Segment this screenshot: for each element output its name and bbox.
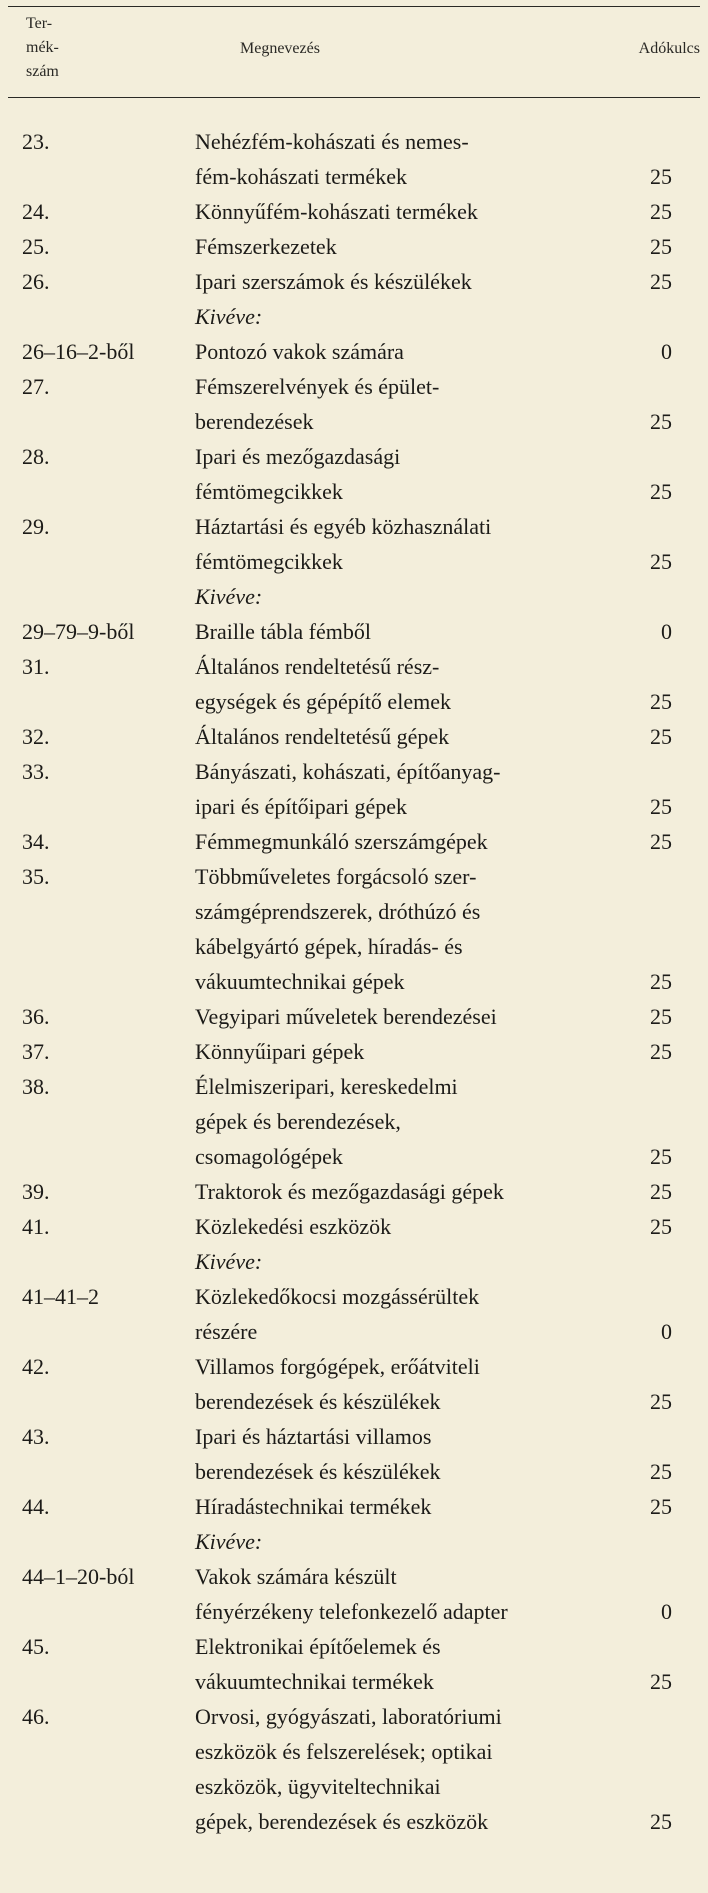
tax-rate: 25 xyxy=(650,234,672,259)
product-number: 35. xyxy=(22,864,50,889)
tax-rate: 25 xyxy=(650,1004,672,1029)
product-name-line: Kivéve: xyxy=(195,1529,263,1554)
product-number: 34. xyxy=(22,829,50,854)
product-name xyxy=(195,1174,625,1209)
product-name-line: Ipari és háztartási villamos xyxy=(195,1424,432,1449)
tax-rate: 25 xyxy=(650,794,672,819)
tax-rate: 25 xyxy=(650,1809,672,1834)
table-row xyxy=(0,1034,708,1069)
product-name-line: Könnyűfém-kohászati termékek xyxy=(195,199,478,224)
product-number: 32. xyxy=(22,724,50,749)
product-name-line: számgéprendszerek, dróthúzó és xyxy=(195,899,481,924)
tax-rate: 0 xyxy=(661,339,672,364)
product-name xyxy=(195,859,625,999)
table-row xyxy=(0,1629,708,1699)
header-name: Megnevezés xyxy=(240,40,320,57)
table-row xyxy=(0,509,708,579)
product-name xyxy=(195,1034,625,1069)
table-row xyxy=(0,1209,708,1244)
product-name xyxy=(195,1209,625,1244)
tax-rate: 25 xyxy=(650,969,672,994)
product-name-line: Fémszerkezetek xyxy=(195,234,337,259)
table-row xyxy=(0,334,708,369)
product-name-line: kábelgyártó gépek, híradás- és xyxy=(195,934,463,959)
tax-rate: 25 xyxy=(650,479,672,504)
product-name-line: részére xyxy=(195,1319,258,1344)
product-number: 24. xyxy=(22,199,50,224)
product-name xyxy=(195,229,625,264)
tax-rate: 25 xyxy=(650,199,672,224)
table-row xyxy=(0,194,708,229)
product-name xyxy=(195,1349,625,1419)
product-name-line: Élelmiszeripari, kereskedelmi xyxy=(195,1074,458,1099)
tax-rate: 25 xyxy=(650,1039,672,1064)
product-number: 29–79–9-ből xyxy=(22,619,135,644)
table-row xyxy=(0,264,708,299)
product-name xyxy=(195,439,625,509)
product-name-line: Vegyipari műveletek berendezései xyxy=(195,1004,497,1029)
table-row xyxy=(0,649,708,719)
product-name xyxy=(195,334,625,369)
product-name-line: gépek és berendezések, xyxy=(195,1109,401,1134)
product-name-line: egységek és gépépítő elemek xyxy=(195,689,451,714)
product-name-line: berendezések xyxy=(195,409,314,434)
product-name-line: fémtömegcikkek xyxy=(195,479,343,504)
product-name xyxy=(195,719,625,754)
table-row xyxy=(0,1419,708,1489)
product-number xyxy=(0,1244,195,1279)
table-row xyxy=(0,1174,708,1209)
product-number: 44–1–20-ból xyxy=(22,1564,135,1589)
table-row xyxy=(0,124,708,194)
product-name-line: eszközök, ügyviteltechnikai xyxy=(195,1774,441,1799)
tax-rate: 25 xyxy=(650,1389,672,1414)
exception-row xyxy=(0,579,708,614)
product-name-line: Közlekedőkocsi mozgássérültek xyxy=(195,1284,480,1309)
product-name xyxy=(195,1069,625,1174)
product-number: 23. xyxy=(22,129,50,154)
product-name-line: Orvosi, gyógyászati, laboratóriumi xyxy=(195,1704,502,1729)
product-name-line: Kivéve: xyxy=(195,584,263,609)
product-name-line: ipari és építőipari gépek xyxy=(195,794,407,819)
header-rule xyxy=(8,97,700,98)
header-product-number-line: mék- xyxy=(26,39,59,56)
product-name-line: eszközök és felszerelések; optikai xyxy=(195,1739,493,1764)
product-name-line: Villamos forgógépek, erőátviteli xyxy=(195,1354,480,1379)
table-row xyxy=(0,614,708,649)
product-number: 46. xyxy=(22,1704,50,1729)
tax-rate: 0 xyxy=(661,619,672,644)
product-name-line: Fémmegmunkáló szerszámgépek xyxy=(195,829,488,854)
product-number: 33. xyxy=(22,759,50,784)
table-row xyxy=(0,369,708,439)
product-name-line: Híradástechnikai termékek xyxy=(195,1494,432,1519)
product-number: 39. xyxy=(22,1179,50,1204)
product-name-line: Ipari szerszámok és készülékek xyxy=(195,269,472,294)
tax-rate: 25 xyxy=(650,1214,672,1239)
header-product-number xyxy=(26,12,59,84)
table-body xyxy=(0,124,708,1839)
header-product-number-line: szám xyxy=(26,63,59,80)
product-number: 25. xyxy=(22,234,50,259)
product-name xyxy=(195,754,625,824)
table-row xyxy=(0,824,708,859)
product-number: 42. xyxy=(22,1354,50,1379)
product-number: 36. xyxy=(22,1004,50,1029)
product-name xyxy=(195,1559,625,1629)
product-name-line: fényérzékeny telefonkezelő adapter xyxy=(195,1599,508,1624)
product-name-line: Háztartási és egyéb közhasználati xyxy=(195,514,492,539)
table-row xyxy=(0,1349,708,1419)
tax-rate: 25 xyxy=(650,164,672,189)
product-number: 27. xyxy=(22,374,50,399)
tax-rate: 25 xyxy=(650,724,672,749)
product-name-line: csomagológépek xyxy=(195,1144,343,1169)
product-number: 26–16–2-ből xyxy=(22,339,135,364)
product-name xyxy=(195,1419,625,1489)
product-name-line: vákuumtechnikai termékek xyxy=(195,1669,434,1694)
product-name-line: Bányászati, kohászati, építőanyag- xyxy=(195,759,501,784)
exception-row xyxy=(0,1524,708,1559)
header-tax-rate: Adókulcs xyxy=(638,40,700,57)
product-name xyxy=(195,614,625,649)
product-number: 41–41–2 xyxy=(22,1284,99,1309)
table-row xyxy=(0,1489,708,1524)
table-row xyxy=(0,1279,708,1349)
product-name-line: Fémszerelvények és épület- xyxy=(195,374,440,399)
tax-rate: 25 xyxy=(650,689,672,714)
product-number xyxy=(0,579,195,614)
product-name-line: Kivéve: xyxy=(195,304,263,329)
product-number: 45. xyxy=(22,1634,50,1659)
table-row xyxy=(0,439,708,509)
product-number: 37. xyxy=(22,1039,50,1064)
product-name-line: Braille tábla fémből xyxy=(195,619,371,644)
product-name xyxy=(195,999,625,1034)
tax-rate: 25 xyxy=(650,1459,672,1484)
product-name xyxy=(195,649,625,719)
product-name xyxy=(195,124,625,194)
table-row xyxy=(0,719,708,754)
product-name-line: Könnyűipari gépek xyxy=(195,1039,365,1064)
tax-rate: 0 xyxy=(661,1599,672,1624)
table-row xyxy=(0,754,708,824)
tax-rate: 25 xyxy=(650,1494,672,1519)
tax-rate: 25 xyxy=(650,1144,672,1169)
product-number: 38. xyxy=(22,1074,50,1099)
header-product-number-line: Ter- xyxy=(26,15,53,32)
product-name xyxy=(195,194,625,229)
table-row xyxy=(0,999,708,1034)
tax-rate: 25 xyxy=(650,1179,672,1204)
product-name-line: gépek, berendezések és eszközök xyxy=(195,1809,489,1834)
product-name xyxy=(195,264,625,299)
product-name-line: Traktorok és mezőgazdasági gépek xyxy=(195,1179,504,1204)
product-name xyxy=(195,1524,625,1559)
product-name xyxy=(195,1699,625,1839)
product-name xyxy=(195,579,625,614)
top-rule xyxy=(8,6,700,7)
exception-row xyxy=(0,299,708,334)
product-name xyxy=(195,1629,625,1699)
product-name-line: Közlekedési eszközök xyxy=(195,1214,392,1239)
product-name xyxy=(195,299,625,334)
table-row xyxy=(0,229,708,264)
product-name xyxy=(195,1489,625,1524)
product-name-line: Elektronikai építőelemek és xyxy=(195,1634,441,1659)
tax-rate: 25 xyxy=(650,1669,672,1694)
product-number: 43. xyxy=(22,1424,50,1449)
table-row xyxy=(0,1069,708,1174)
tax-rate: 25 xyxy=(650,549,672,574)
product-name xyxy=(195,1279,625,1349)
product-name-line: Nehézfém-kohászati és nemes- xyxy=(195,129,469,154)
product-name xyxy=(195,1244,625,1279)
table-row xyxy=(0,859,708,999)
product-name-line: Pontozó vakok számára xyxy=(195,339,404,364)
tax-rate: 25 xyxy=(650,269,672,294)
product-number: 26. xyxy=(22,269,50,294)
product-number: 29. xyxy=(22,514,50,539)
product-name-line: fémtömegcikkek xyxy=(195,549,343,574)
product-name-line: fém-kohászati termékek xyxy=(195,164,407,189)
product-name-line: Ipari és mezőgazdasági xyxy=(195,444,401,469)
table-row xyxy=(0,1699,708,1839)
product-name-line: berendezések és készülékek xyxy=(195,1459,441,1484)
tax-rate: 25 xyxy=(650,409,672,434)
product-number: 44. xyxy=(22,1494,50,1519)
product-name-line: Általános rendeltetésű gépek xyxy=(195,724,450,749)
product-name xyxy=(195,824,625,859)
product-name-line: Általános rendeltetésű rész- xyxy=(195,654,440,679)
product-name-line: Többműveletes forgácsoló szer- xyxy=(195,864,477,889)
product-number: 28. xyxy=(22,444,50,469)
product-name-line: vákuumtechnikai gépek xyxy=(195,969,405,994)
product-name-line: berendezések és készülékek xyxy=(195,1389,441,1414)
table-row xyxy=(0,1559,708,1629)
product-number xyxy=(0,1524,195,1559)
product-name-line: Vakok számára készült xyxy=(195,1564,397,1589)
tax-rate: 25 xyxy=(650,829,672,854)
exception-row xyxy=(0,1244,708,1279)
product-name-line: Kivéve: xyxy=(195,1249,263,1274)
product-name xyxy=(195,509,625,579)
product-number: 31. xyxy=(22,654,50,679)
product-number xyxy=(0,299,195,334)
tax-rate: 0 xyxy=(661,1319,672,1344)
product-name xyxy=(195,369,625,439)
product-number: 41. xyxy=(22,1214,50,1239)
